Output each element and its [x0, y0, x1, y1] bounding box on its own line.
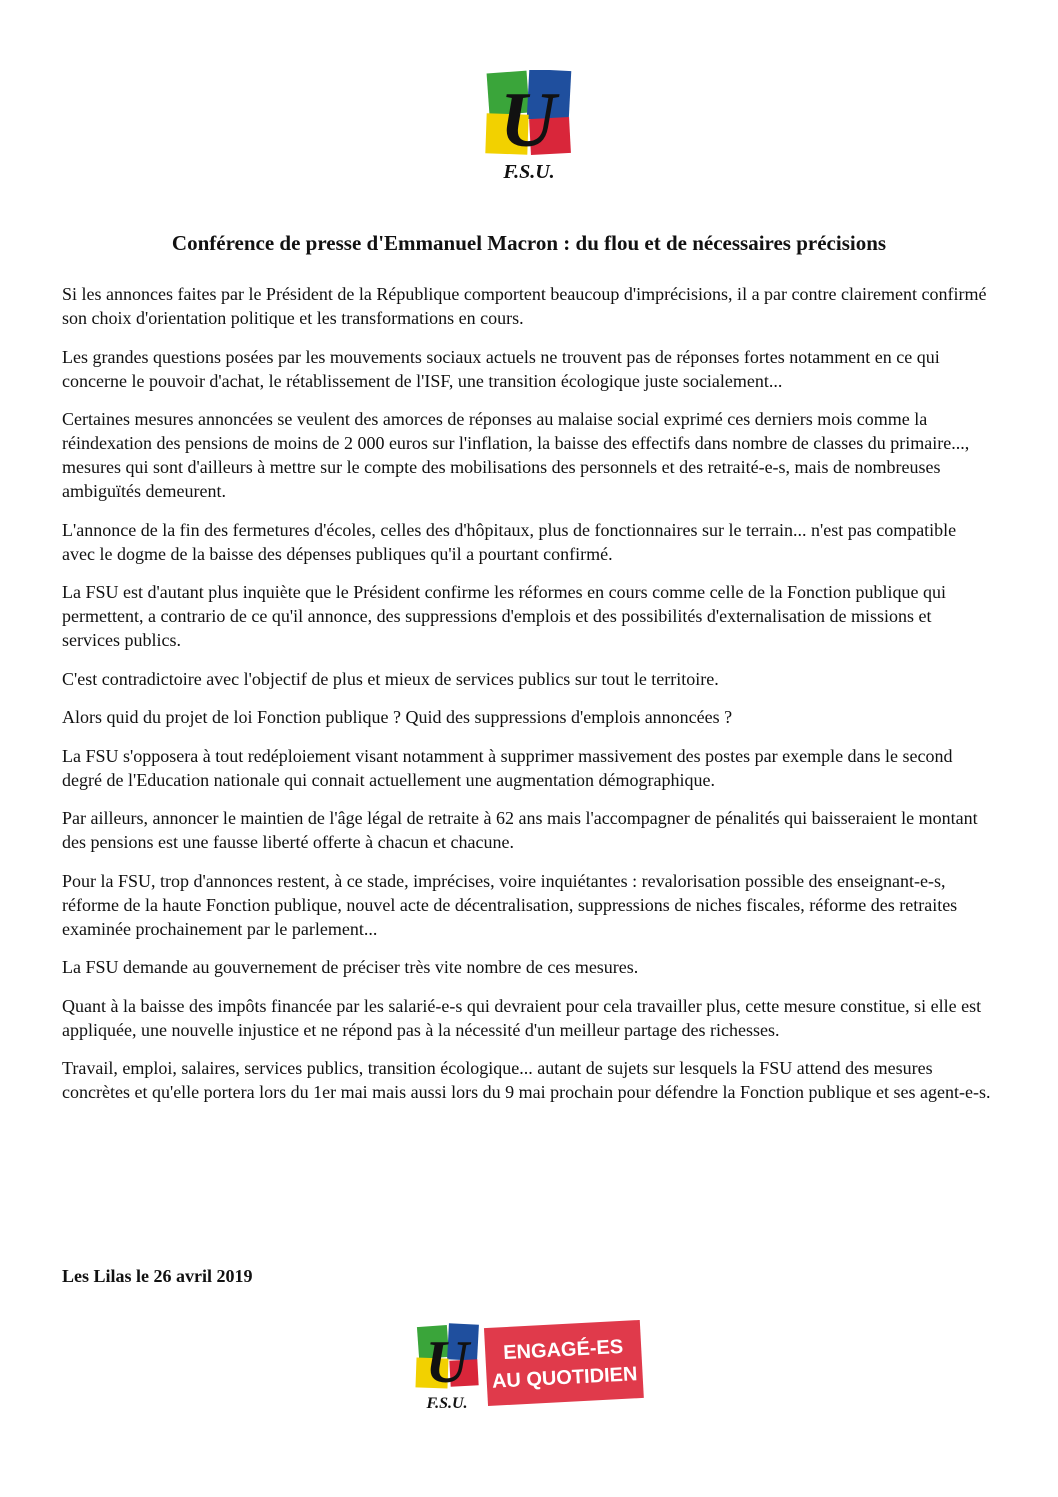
paragraph: Travail, emploi, salaires, services publics, transition écologique... autant de sujets sur lesquels la FSU attend des mesures concrètes et qu'elle portera lors du 1er mai mais aussi lors du 9 mai prochain pour défendre la Fonction publique et ses agent-e-s. [62, 1058, 991, 1102]
fsu-engagees-logo [412, 1320, 650, 1420]
paragraph: Par ailleurs, annoncer le maintien de l'âge légal de retraite à 62 ans mais l'accompagner de pénalités qui baisseraient le montant des pensions est une fausse liberté offerte à chacun et chacune. [62, 808, 978, 852]
slogan-line-2: AU QUOTIDIEN [491, 1363, 638, 1393]
logo-letter: U [425, 1329, 469, 1395]
paragraph: Les grandes questions posées par les mouvements sociaux actuels ne trouvent pas de réponses fortes notamment en ce qui concerne le pouvoir d'achat, le rétablissement de l'ISF, une transition écologique juste socialement... [62, 346, 940, 391]
paragraph: C'est contradictoire avec l'objectif de plus et mieux de services publics sur tout le territoire. [62, 668, 719, 689]
paragraph: La FSU s'opposera à tout redéploiement visant notamment à supprimer massivement des postes par exemple dans le second degré de l'Education nationale qui connait actuellement une augmentation démographique. [62, 745, 953, 790]
page-title: Conférence de presse d'Emmanuel Macron : du flou et de nécessaires précisions [171, 231, 887, 255]
fsu-logo-header [484, 70, 574, 185]
document-body [62, 282, 992, 1119]
logo-letter: U [499, 76, 557, 163]
logo-caption: F.S.U. [503, 161, 555, 183]
paragraph: Certaines mesures annoncées se veulent des amorces de réponses au malaise social exprimé ces derniers mois comme la réindexation des pensions de moins de 2 000 euros sur l'inflation, la baisse des effectifs dans nombre de classes du primaire..., mesures qui sont d'ailleurs à mettre sur le compte des mobilisations des personnels et des retraité-e-s, mais de nombreuses ambiguïtés demeurent. [62, 409, 970, 501]
paragraph: Quant à la baisse des impôts financée par les salarié-e-s qui devraient pour cela travailler plus, cette mesure constitue, si elle est appliquée, une nouvelle injustice et ne répond pas à la nécessité d'un meilleur partage des richesses. [62, 995, 982, 1040]
slogan-banner [484, 1320, 644, 1406]
fsu-mini-logo [415, 1323, 478, 1412]
paragraph: L'annonce de la fin des fermetures d'écoles, celles des d'hôpitaux, plus de fonctionnaires sur le terrain... n'est pas compatible avec le dogme de la baisse des dépenses publiques qu'il a pourtant confirmé. [62, 519, 957, 564]
paragraph: Si les annonces faites par le Président de la République comportent beaucoup d'imprécisions, il a par contre clairement confirmé son choix d'orientation politique et les transformations en cours. [62, 284, 987, 328]
logo-caption: F.S.U. [426, 1395, 468, 1412]
signoff-date: Les Lilas le 26 avril 2019 [62, 1266, 253, 1286]
paragraph: Alors quid du projet de loi Fonction publique ? Quid des suppressions d'emplois annoncées ? [62, 707, 733, 727]
paragraph: Pour la FSU, trop d'annonces restent, à ce stade, imprécises, voire inquiétantes : revalorisation possible des enseignant-e-s, réforme de la haute Fonction publique, nouvel acte de décentralisation, suppressions de niches fiscales, réforme des retraites examinée prochainement par le parlement... [62, 870, 958, 939]
slogan-line-1: ENGAGÉ-ES [502, 1335, 624, 1365]
paragraph: La FSU demande au gouvernement de préciser très vite nombre de ces mesures. [62, 957, 639, 977]
paragraph: La FSU est d'autant plus inquiète que le Président confirme les réformes en cours comme celle de la Fonction publique qui permettent, a contrario de ce qu'il annonce, des suppressions d'emplois et des possibilités d'externalisation de missions et services publics. [62, 582, 947, 650]
